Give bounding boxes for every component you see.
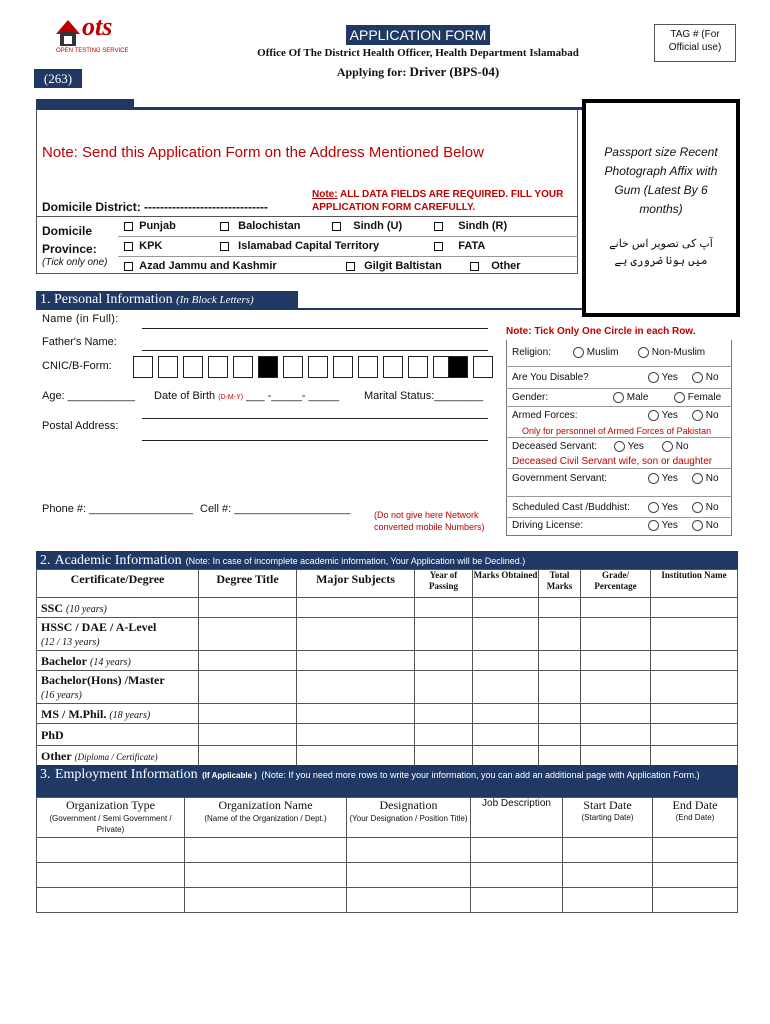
academic-row-ssc bbox=[37, 598, 738, 618]
table-cell[interactable] bbox=[37, 863, 185, 888]
radio-icon bbox=[613, 392, 624, 403]
col-institution: Institution Name bbox=[651, 570, 738, 598]
table-cell[interactable] bbox=[653, 863, 738, 888]
postal-address-label: Postal Address: bbox=[42, 420, 119, 432]
father-name-input[interactable] bbox=[142, 350, 488, 351]
table-cell[interactable] bbox=[185, 838, 347, 863]
cnic-digit-box[interactable] bbox=[308, 356, 328, 378]
table-cell[interactable] bbox=[471, 888, 563, 913]
cnic-digit-box[interactable] bbox=[408, 356, 428, 378]
radio-icon bbox=[674, 392, 685, 403]
cnic-digit-box[interactable] bbox=[333, 356, 353, 378]
driving-license-label: Driving License: bbox=[512, 520, 584, 531]
disable-no-radio[interactable]: No bbox=[692, 372, 719, 383]
table-cell[interactable] bbox=[651, 618, 738, 651]
academic-row-hssc bbox=[37, 618, 738, 651]
license-no-radio[interactable]: No bbox=[692, 520, 719, 531]
ms-cell[interactable]: MS / M.Phil. (18 years) bbox=[37, 704, 199, 724]
deceased-no-radio[interactable]: No bbox=[662, 441, 689, 452]
employment-header-row bbox=[37, 798, 738, 838]
age-field[interactable]: Age: ___________ bbox=[42, 390, 135, 402]
table-cell[interactable] bbox=[415, 671, 473, 704]
table-cell[interactable] bbox=[297, 671, 415, 704]
table-cell[interactable] bbox=[539, 618, 581, 651]
academic-row-master bbox=[37, 671, 738, 704]
col-job-description: Job Description bbox=[471, 798, 563, 838]
table-cell[interactable] bbox=[297, 704, 415, 724]
table-cell[interactable] bbox=[653, 888, 738, 913]
photo-urdu-line-1: آپ کی تصویر اس خانے bbox=[609, 238, 713, 250]
col-year-of-passing: Year of Passing bbox=[415, 570, 473, 598]
table-cell[interactable] bbox=[185, 863, 347, 888]
table-cell[interactable] bbox=[651, 746, 738, 766]
table-cell[interactable] bbox=[581, 618, 651, 651]
academic-table bbox=[36, 569, 738, 766]
radio-icon bbox=[573, 347, 584, 358]
tag-box: TAG # (For Official use) bbox=[654, 24, 736, 62]
province-option-kpk[interactable]: KPK bbox=[124, 240, 162, 252]
table-cell[interactable] bbox=[199, 651, 297, 671]
table-cell[interactable] bbox=[37, 838, 185, 863]
table-cell[interactable] bbox=[415, 746, 473, 766]
armed-yes-radio[interactable]: Yes bbox=[648, 410, 678, 421]
address-input-line-1[interactable] bbox=[142, 418, 488, 419]
radio-icon bbox=[662, 441, 673, 452]
name-label: Name (in Full): bbox=[42, 313, 119, 325]
other-cell[interactable]: Other (Diploma / Certificate) bbox=[37, 746, 199, 766]
checkbox-icon bbox=[346, 262, 355, 271]
province-option-gb[interactable]: Gilgit Baltistan bbox=[346, 260, 442, 272]
disable-label: Are You Disable? bbox=[512, 372, 589, 383]
table-cell[interactable] bbox=[297, 746, 415, 766]
table-cell[interactable] bbox=[539, 704, 581, 724]
form-title: APPLICATION FORM bbox=[346, 25, 490, 45]
table-cell[interactable] bbox=[563, 863, 653, 888]
academic-info-heading: 2. Academic Information (Note: In case of incomplete academic information, Your Application will be Declined.) bbox=[36, 551, 738, 569]
panel-divider bbox=[506, 366, 732, 367]
checkbox-icon bbox=[470, 262, 479, 271]
panel-divider bbox=[506, 496, 732, 497]
table-cell[interactable] bbox=[539, 724, 581, 746]
religion-row: Religion: bbox=[512, 347, 551, 358]
deceased-note: Deceased Civil Servant wife, son or daughter bbox=[512, 456, 713, 467]
note-send-address: Note: Send this Application Form on the Address Mentioned Below bbox=[42, 144, 484, 161]
header-bar-left bbox=[36, 99, 134, 107]
hssc-cell[interactable]: HSSC / DAE / A-Level (12 / 13 years) bbox=[37, 618, 199, 651]
cnic-digit-box[interactable] bbox=[358, 356, 378, 378]
col-marks-obtained: Marks Obtained bbox=[473, 570, 539, 598]
office-title: Office Of The District Health Officer, Health Department Islamabad bbox=[257, 47, 579, 59]
domicile-divider bbox=[36, 216, 578, 217]
photo-instructions: Passport size Recent Photograph Affix with Gum (Latest By 6 months) bbox=[604, 145, 718, 216]
panel-divider bbox=[506, 517, 732, 518]
table-cell[interactable] bbox=[199, 746, 297, 766]
table-cell[interactable] bbox=[297, 651, 415, 671]
photo-box[interactable] bbox=[582, 99, 740, 317]
cnic-digit-box[interactable] bbox=[233, 356, 253, 378]
table-cell[interactable] bbox=[581, 651, 651, 671]
col-major-subjects: Major Subjects bbox=[297, 570, 415, 598]
table-cell[interactable] bbox=[473, 598, 539, 618]
caste-yes-radio[interactable]: Yes bbox=[648, 502, 678, 513]
radio-icon bbox=[614, 441, 625, 452]
scheduled-cast-label: Scheduled Cast /Buddhist: bbox=[512, 502, 630, 513]
personal-heading-rule bbox=[36, 308, 582, 310]
province-option-fata[interactable]: FATA bbox=[434, 240, 485, 252]
phd-cell[interactable]: PhD bbox=[37, 724, 199, 746]
province-divider-top bbox=[118, 236, 578, 237]
table-cell[interactable] bbox=[581, 598, 651, 618]
cnic-digit-box[interactable] bbox=[133, 356, 153, 378]
tick-only-one: (Tick only one) bbox=[42, 257, 108, 268]
radio-icon bbox=[648, 372, 659, 383]
table-cell[interactable] bbox=[651, 651, 738, 671]
radio-icon bbox=[692, 473, 703, 484]
ots-logo bbox=[52, 14, 142, 58]
table-cell[interactable] bbox=[415, 651, 473, 671]
marital-status-field[interactable]: Marital Status:________ bbox=[364, 390, 484, 402]
cnic-digit-box[interactable] bbox=[383, 356, 403, 378]
cnic-digit-box[interactable] bbox=[208, 356, 228, 378]
col-org-name: Organization Name (Name of the Organization / Dept.) bbox=[185, 798, 347, 838]
license-yes-radio[interactable]: Yes bbox=[648, 520, 678, 531]
post-code: (263) bbox=[34, 69, 82, 88]
table-cell[interactable] bbox=[651, 724, 738, 746]
tick-circle-note: Note: Tick Only One Circle in each Row. bbox=[506, 326, 696, 337]
table-cell[interactable] bbox=[199, 704, 297, 724]
col-certificate: Certificate/Degree bbox=[37, 570, 199, 598]
province-option-ajk[interactable]: Azad Jammu and Kashmir bbox=[124, 260, 277, 272]
table-cell[interactable] bbox=[415, 704, 473, 724]
table-cell[interactable] bbox=[539, 598, 581, 618]
checkbox-icon bbox=[434, 222, 443, 231]
table-cell[interactable] bbox=[37, 888, 185, 913]
gender-male-radio[interactable]: Male bbox=[613, 392, 648, 403]
table-cell[interactable] bbox=[651, 704, 738, 724]
checkbox-icon bbox=[124, 262, 133, 271]
table-cell[interactable] bbox=[415, 618, 473, 651]
employment-row bbox=[37, 838, 738, 863]
table-cell[interactable] bbox=[539, 671, 581, 704]
table-cell[interactable] bbox=[347, 838, 471, 863]
checkbox-icon bbox=[332, 222, 341, 231]
religion-non-muslim-radio[interactable]: Non-Muslim bbox=[638, 347, 705, 358]
armed-forces-note: Only for personnel of Armed Forces of Pakistan bbox=[522, 426, 712, 436]
table-cell[interactable] bbox=[563, 888, 653, 913]
govt-yes-radio[interactable]: Yes bbox=[648, 473, 678, 484]
table-cell[interactable] bbox=[471, 838, 563, 863]
table-cell[interactable] bbox=[653, 838, 738, 863]
panel-divider bbox=[506, 468, 732, 469]
religion-muslim-radio[interactable]: Muslim bbox=[573, 347, 618, 358]
domicile-district: Domicile District: ------------------------------- bbox=[42, 200, 268, 214]
panel-divider bbox=[506, 437, 732, 438]
table-cell[interactable] bbox=[415, 724, 473, 746]
cnic-digit-box[interactable] bbox=[158, 356, 178, 378]
radio-icon bbox=[692, 520, 703, 531]
col-end-date: End Date (End Date) bbox=[653, 798, 738, 838]
cnic-digit-box[interactable] bbox=[183, 356, 203, 378]
table-cell[interactable] bbox=[297, 618, 415, 651]
employment-row bbox=[37, 888, 738, 913]
radio-icon bbox=[692, 502, 703, 513]
table-cell[interactable] bbox=[297, 598, 415, 618]
applying-for: Applying for: Driver (BPS-04) bbox=[336, 64, 500, 79]
checkbox-icon bbox=[434, 242, 443, 251]
caste-no-radio[interactable]: No bbox=[692, 502, 719, 513]
radio-icon bbox=[692, 372, 703, 383]
table-cell[interactable] bbox=[473, 651, 539, 671]
personal-info-heading: 1. Personal Information (In Block Letters) bbox=[36, 291, 298, 309]
table-cell[interactable] bbox=[651, 598, 738, 618]
table-cell[interactable] bbox=[199, 618, 297, 651]
academic-row-phd bbox=[37, 724, 738, 746]
gender-female-radio[interactable]: Female bbox=[674, 392, 721, 403]
table-cell[interactable] bbox=[347, 888, 471, 913]
table-cell[interactable] bbox=[297, 724, 415, 746]
academic-row-bachelor bbox=[37, 651, 738, 671]
col-total-marks: Total Marks bbox=[539, 570, 581, 598]
table-cell[interactable] bbox=[473, 671, 539, 704]
col-degree-title: Degree Title bbox=[199, 570, 297, 598]
table-cell[interactable] bbox=[581, 704, 651, 724]
table-cell[interactable] bbox=[651, 671, 738, 704]
table-cell[interactable] bbox=[415, 598, 473, 618]
govt-servant-label: Government Servant: bbox=[512, 473, 608, 484]
disable-yes-radio[interactable]: Yes bbox=[648, 372, 678, 383]
radio-icon bbox=[638, 347, 649, 358]
photo-urdu-line-2: میں ہونا ضروری ہے bbox=[614, 255, 708, 267]
table-cell[interactable] bbox=[581, 746, 651, 766]
province-option-other[interactable]: Other bbox=[470, 260, 521, 272]
bachelor-cell[interactable]: Bachelor (14 years) bbox=[37, 651, 199, 671]
panel-divider bbox=[506, 388, 732, 389]
father-name-label: Father's Name: bbox=[42, 336, 117, 348]
cnic-label: CNIC/B-Form: bbox=[42, 360, 112, 372]
table-cell[interactable] bbox=[473, 704, 539, 724]
checkbox-icon bbox=[220, 222, 229, 231]
address-input-line-2[interactable] bbox=[142, 440, 488, 441]
province-divider-mid bbox=[118, 256, 578, 257]
table-cell[interactable] bbox=[473, 724, 539, 746]
table-cell[interactable] bbox=[581, 724, 651, 746]
checkbox-icon bbox=[124, 242, 133, 251]
radio-icon bbox=[648, 410, 659, 421]
checkbox-icon bbox=[124, 222, 133, 231]
armed-forces-label: Armed Forces: bbox=[512, 410, 578, 421]
province-option-balochistan[interactable]: Balochistan bbox=[220, 220, 301, 232]
govt-no-radio[interactable]: No bbox=[692, 473, 719, 484]
table-cell[interactable] bbox=[539, 651, 581, 671]
province-option-punjab[interactable]: Punjab bbox=[124, 220, 176, 232]
table-cell[interactable] bbox=[185, 888, 347, 913]
cnic-digit-box[interactable] bbox=[283, 356, 303, 378]
dob-field[interactable]: Date of Birth (D-M-Y) ___ -_____- _____ bbox=[154, 390, 340, 402]
employment-table bbox=[36, 797, 738, 913]
radio-icon bbox=[648, 520, 659, 531]
col-grade: Grade/ Percentage bbox=[581, 570, 651, 598]
province-option-ict[interactable]: Islamabad Capital Territory bbox=[220, 240, 379, 252]
table-cell[interactable] bbox=[473, 618, 539, 651]
network-note: (Do not give here Network converted mobile Numbers) bbox=[374, 510, 485, 532]
employment-info-heading: 3. Employment Information (If Applicable ) (Note: If you need more rows to write your information, you can add an additional page with Application Form.) bbox=[36, 765, 738, 797]
employment-row bbox=[37, 863, 738, 888]
academic-row-other bbox=[37, 746, 738, 766]
cnic-separator bbox=[448, 356, 468, 378]
province-label: Domicile Province: bbox=[42, 224, 97, 256]
table-cell[interactable] bbox=[471, 863, 563, 888]
armed-no-radio[interactable]: No bbox=[692, 410, 719, 421]
required-note: Note: ALL DATA FIELDS ARE REQUIRED. FILL YOUR APPLICATION FORM CAREFULLY. bbox=[312, 189, 564, 213]
col-designation: Designation (Your Designation / Position Title) bbox=[347, 798, 471, 838]
logo-tagline: OPEN TESTING SERVICE bbox=[56, 48, 129, 54]
cnic-digit-box[interactable] bbox=[473, 356, 493, 378]
academic-row-ms bbox=[37, 704, 738, 724]
cell-field[interactable]: Cell #: ___________________ bbox=[200, 503, 351, 515]
deceased-servant-label: Deceased Servant: bbox=[512, 441, 598, 452]
ssc-cell[interactable]: SSC (10 years) bbox=[37, 598, 199, 618]
checkbox-icon bbox=[220, 242, 229, 251]
table-cell[interactable] bbox=[199, 724, 297, 746]
radio-icon bbox=[692, 410, 703, 421]
table-cell[interactable] bbox=[199, 598, 297, 618]
col-org-type: Organization Type (Government / Semi Government / Private) bbox=[37, 798, 185, 838]
province-option-sindh-u[interactable]: Sindh (U) bbox=[332, 220, 402, 232]
radio-icon bbox=[648, 502, 659, 513]
academic-header-row bbox=[37, 570, 738, 598]
table-cell[interactable] bbox=[199, 671, 297, 704]
table-cell[interactable] bbox=[347, 863, 471, 888]
table-cell[interactable] bbox=[473, 746, 539, 766]
radio-icon bbox=[648, 473, 659, 484]
table-cell[interactable] bbox=[539, 746, 581, 766]
master-cell[interactable]: Bachelor(Hons) /Master (16 years) bbox=[37, 671, 199, 704]
gender-label: Gender: bbox=[512, 392, 549, 403]
panel-divider bbox=[506, 406, 732, 407]
name-input[interactable] bbox=[142, 328, 488, 329]
phone-field[interactable]: Phone #: _________________ bbox=[42, 503, 194, 515]
province-option-sindh-r[interactable]: Sindh (R) bbox=[434, 220, 507, 232]
logo-text: ots bbox=[82, 12, 113, 41]
deceased-yes-radio[interactable]: Yes bbox=[614, 441, 644, 452]
table-cell[interactable] bbox=[581, 671, 651, 704]
col-start-date: Start Date (Starting Date) bbox=[563, 798, 653, 838]
table-cell[interactable] bbox=[563, 838, 653, 863]
cnic-separator bbox=[258, 356, 278, 378]
